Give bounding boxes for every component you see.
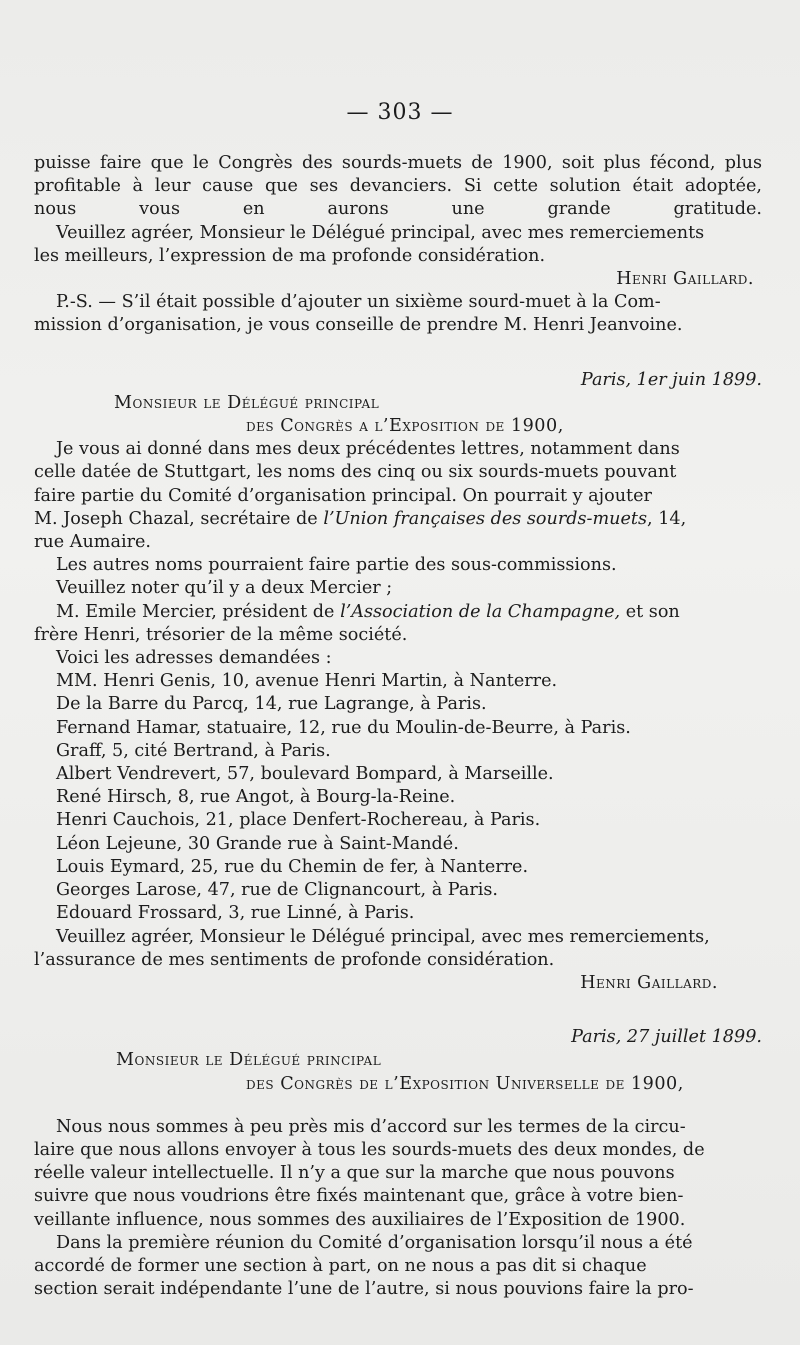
- italic-title: l’Association de la Champagne,: [340, 601, 621, 622]
- salutation-line-1: Monsieur le Délégué principal: [116, 1050, 382, 1071]
- text-line: laire que nous allons envoyer à tous les sourds-muets des deux mondes, de: [34, 1139, 705, 1160]
- address-list: [34, 670, 762, 925]
- letter-date: Paris, 1er juin 1899.: [580, 369, 762, 390]
- text-line: Veuillez agréer, Monsieur le Délégué principal, avec mes remerciements,: [56, 926, 710, 947]
- text-line: rue Aumaire.: [34, 532, 151, 553]
- text-line: profitable à leur cause que ses devanciers. Si cette solution était adoptée,: [34, 176, 762, 197]
- text-line: M. Joseph Chazal, secrétaire de: [34, 508, 324, 529]
- list-item: René Hirsch, 8, rue Angot, à Bourg-la-Reine.: [56, 787, 456, 808]
- text-line: accordé de former une section à part, on ne nous a pas dit si chaque: [34, 1255, 647, 1276]
- list-item: Fernand Hamar, statuaire, 12, rue du Moulin-de-Beurre, à Paris.: [56, 717, 631, 738]
- list-item: Graff, 5, cité Bertrand, à Paris.: [56, 740, 331, 761]
- salutation-line-2: des Congrès a l’Exposition de 1900,: [246, 416, 564, 437]
- list-item: Edouard Frossard, 3, rue Linné, à Paris.: [56, 903, 415, 924]
- text-line: puisse faire que le Congrès des sourds-muets de 1900, soit plus fécond, plus: [34, 153, 762, 173]
- page-body: [34, 152, 762, 1301]
- text-line: mission d’organisation, je vous conseille de prendre M. Henri Jeanvoine.: [34, 315, 683, 336]
- letter-paragraph: [34, 438, 762, 554]
- italic-title: l’Union françaises des sourds-muets: [323, 508, 648, 529]
- letter-date: Paris, 27 juillet 1899.: [571, 1027, 762, 1048]
- salutation-line-2: des Congrès de l’Exposition Universelle de 1900,: [246, 1073, 684, 1094]
- list-item: De la Barre du Parcq, 14, rue Lagrange, à Paris.: [56, 694, 487, 715]
- text-line: M. Emile Mercier, président de: [56, 601, 341, 622]
- list-item: Henri Cauchois, 21, place Denfert-Rochereau, à Paris.: [56, 810, 541, 831]
- text-line: les meilleurs, l’expression de ma profonde considération.: [34, 245, 546, 266]
- letter-paragraph: [34, 1232, 762, 1302]
- list-item: MM. Henri Genis, 10, avenue Henri Martin, à Nanterre.: [56, 671, 558, 692]
- list-item: Albert Vendrevert, 57, boulevard Bompard, à Marseille.: [56, 764, 554, 785]
- letter-paragraph: Voici les adresses demandées :: [56, 648, 332, 669]
- signature: Henri Gaillard.: [616, 269, 754, 290]
- text-line: l’assurance de mes sentiments de profonde considération.: [34, 949, 555, 970]
- text-line: Dans la première réunion du Comité d’organisation lorsqu’il nous a été: [56, 1232, 693, 1253]
- text-line: veillante influence, nous sommes des auxiliaires de l’Exposition de 1900.: [34, 1209, 686, 1230]
- text-line: frère Henri, trésorier de la même société.: [34, 624, 408, 645]
- text-line: section serait indépendante l’une de l’autre, si nous pouvions faire la pro-: [34, 1279, 694, 1300]
- text-line: Je vous ai donné dans mes deux précédentes lettres, notamment dans: [56, 439, 680, 460]
- text-line: , 14,: [647, 508, 687, 529]
- paragraph-continuation: [34, 152, 762, 222]
- text-line: nous vous en aurons une grande gratitude.: [34, 199, 762, 220]
- text-line: et son: [620, 601, 680, 622]
- text-line: celle datée de Stuttgart, les noms des cinq ou six sourds-muets pouvant: [34, 462, 677, 483]
- letter-paragraph: Veuillez noter qu’il y a deux Mercier ;: [56, 578, 393, 599]
- closing-paragraph: [34, 222, 762, 268]
- list-item: Léon Lejeune, 30 Grande rue à Saint-Mandé.: [56, 833, 459, 854]
- signature: Henri Gaillard.: [580, 972, 718, 993]
- page-number: — 303 —: [346, 100, 454, 125]
- list-item: Louis Eymard, 25, rue du Chemin de fer, à Nanterre.: [56, 856, 529, 877]
- text-line: suivre que nous voudrions être fixés maintenant que, grâce à votre bien-: [34, 1186, 684, 1207]
- letter-paragraph: [34, 601, 762, 647]
- letter-paragraph: [34, 1116, 762, 1232]
- salutation-line-1: Monsieur le Délégué principal: [114, 392, 380, 413]
- text-line: réelle valeur intellectuelle. Il n’y a que sur la marche que nous pouvons: [34, 1163, 675, 1184]
- text-line: Veuillez agréer, Monsieur le Délégué principal, avec mes remerciements: [56, 222, 705, 243]
- letter-paragraph: Les autres noms pourraient faire partie des sous-commissions.: [56, 555, 617, 576]
- text-line: faire partie du Comité d’organisation principal. On pourrait y ajouter: [34, 485, 652, 506]
- postscript: [34, 291, 762, 337]
- text-line: P.-S. — S’il était possible d’ajouter un sixième sourd-muet à la Com-: [56, 292, 661, 313]
- text-line: Nous nous sommes à peu près mis d’accord sur les termes de la circu-: [56, 1116, 686, 1137]
- closing-paragraph: [34, 926, 762, 972]
- list-item: Georges Larose, 47, rue de Clignancourt, à Paris.: [56, 880, 498, 901]
